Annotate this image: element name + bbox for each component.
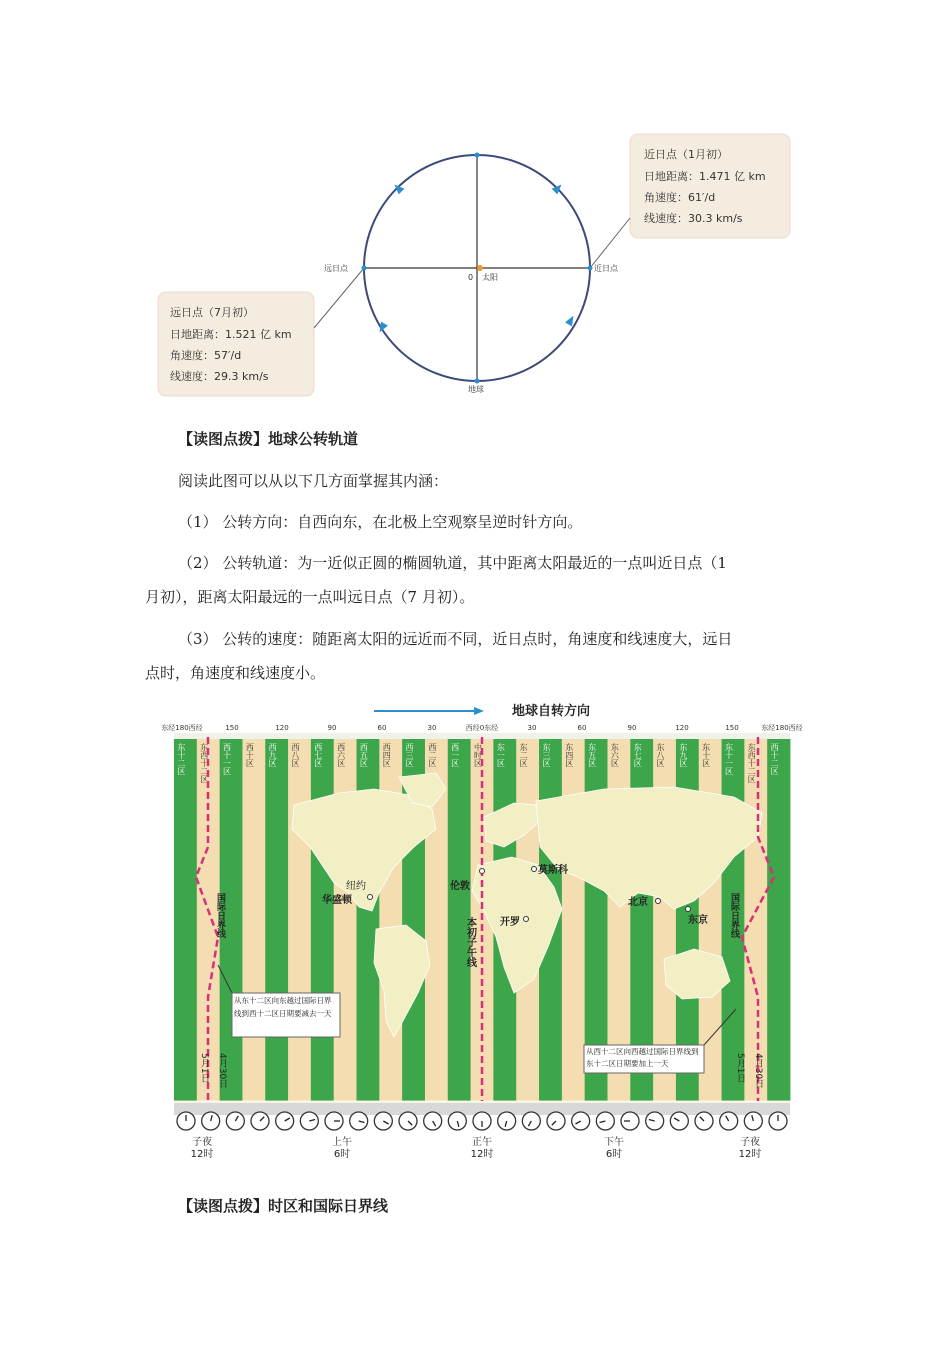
zone-stripe [265,739,288,1101]
perihelion-linear: 线速度：30.3 km/s [644,212,743,225]
aphelion-point [362,266,367,271]
section1-p3-line1: （3） 公转的速度：随距离太阳的远近而不同，近日点时，角速度和线速度大，远日 [178,630,733,648]
idl-label-left: 国际日界线 [215,893,225,938]
city-london: 伦敦 [450,881,470,892]
perihelion-label: 近日点 [594,264,618,273]
zone-header: 东十区 [701,743,711,767]
cairo-dot [524,917,529,922]
zone-header: 东西十二区 [747,743,757,783]
zone-header: 东十一区 [724,743,734,775]
earth-label: 地球 [468,385,484,394]
sun-label: 太阳 [482,273,498,282]
zone-stripe [744,739,767,1101]
zone-header: 西三区 [405,743,415,767]
longitude-label: 东经180西经 [761,724,803,732]
idl-label-right: 国际日界线 [729,893,739,938]
zone-stripe [174,739,197,1101]
date-may1-left: 5月1日 [199,1053,209,1083]
rotation-arrow-head [474,707,484,715]
clock-label: 上午 [332,1137,352,1148]
longitude-label: 150 [725,724,739,732]
clock-face [276,1112,294,1130]
orbit-diagram [150,128,810,400]
longitude-label: 30 [527,724,537,732]
sun-point [477,265,483,271]
zone-header: 东十二区 [176,743,186,775]
longitude-labels [161,723,802,732]
longitude-label: 120 [675,724,689,732]
perihelion-angular: 角速度：61′/d [644,191,716,204]
clock-face [226,1112,244,1130]
city-cairo: 开罗 [500,917,520,928]
city-moscow: 莫斯科 [538,865,568,876]
aphelion-leader [314,268,364,328]
zone-header: 东六区 [610,743,620,767]
clock-label: 12时 [738,1149,762,1160]
zone-header: 东五区 [587,743,597,767]
aphelion-label: 远日点 [324,264,348,273]
section1-intro: 阅读此图可以从以下几方面掌握其内涵： [178,472,449,490]
note-right-text: 从西十二区向西越过国际日界线到东十二区日期要加上一天 [586,1047,699,1068]
zone-header: 西九区 [268,743,278,767]
clock-face [670,1112,688,1130]
perihelion-distance: 日地距离：1.471 亿 km [644,170,766,183]
clock-face [300,1112,318,1130]
zone-header: 东一区 [496,743,506,767]
city-tokyo: 东京 [688,915,708,926]
zone-stripe [242,739,265,1101]
moscow-dot [532,867,537,872]
clock-face [596,1112,614,1130]
prime-meridian-label: 本初子午线 [464,917,476,967]
date-apr30-right: 4月30日 [753,1053,763,1089]
zone-header: 西七区 [313,743,323,767]
clock-labels [191,1135,762,1160]
rotation-title: 地球自转方向 [512,704,591,719]
section2-heading: 【读图点拨】时区和国际日界线 [178,1197,389,1215]
clock-label: 6时 [605,1149,623,1160]
city-washington: 华盛顿 [322,895,352,906]
longitude-label: 150 [225,724,239,732]
longitude-label: 60 [377,724,387,732]
clock-label: 12时 [190,1149,214,1160]
aphelion-angular: 角速度：57′/d [170,349,242,362]
clock-label: 子夜 [740,1137,760,1148]
longitude-label: 90 [627,724,637,732]
clock-label: 6时 [333,1149,351,1160]
section1-p2-line2: 月初），距离太阳最远的一点叫远日点（7 月初）。 [145,588,475,606]
aphelion-distance: 日地距离：1.521 亿 km [170,328,292,341]
longitude-label: 90 [327,724,337,732]
clock-label: 子夜 [192,1137,212,1148]
zone-header: 中时区 [473,743,483,767]
section1-p2-line1: （2） 公转轨道：为一近似正圆的椭圆轨道，其中距离太阳最近的一点叫近日点（1 [178,554,727,572]
zone-header: 西六区 [336,743,346,767]
longitude-label: 120 [275,724,289,732]
clock-label: 正午 [472,1137,492,1148]
earth-point [475,379,480,384]
aphelion-title: 远日点（7月初） [170,306,254,319]
perihelion-leader [590,218,630,268]
longitude-label: 30 [427,724,437,732]
zone-header: 西八区 [290,743,300,767]
tokyo-dot [686,907,691,912]
aphelion-linear: 线速度：29.3 km/s [170,370,269,383]
perihelion-point [588,266,593,271]
zone-header: 西五区 [359,743,369,767]
city-beijing: 北京 [628,897,648,908]
london-dot [480,869,485,874]
longitude-label: 60 [577,724,587,732]
longitude-label: 西经0东经 [465,724,499,732]
date-may1-right: 5月1日 [735,1053,745,1083]
city-newyork: 纽约 [346,881,366,892]
note-left-text: 从东十二区向东越过国际日界线到西十二区日期要减去一天 [234,996,332,1018]
date-apr30-left: 4月30日 [217,1053,227,1089]
zone-header: 西十区 [245,743,255,767]
zone-header: 西四区 [382,743,392,767]
zone-header: 西一区 [450,743,460,767]
section1-p1: （1） 公转方向：自西向东，在北极上空观察呈逆时针方向。 [178,513,583,531]
washington-dot [368,895,373,900]
beijing-dot [656,899,661,904]
zone-stripe [288,739,311,1101]
zone-header: 西二区 [427,743,437,767]
zone-header: 西十一区 [222,743,232,775]
zone-stripe [311,739,334,1101]
zone-header: 东九区 [678,743,688,767]
zone-header: 东三区 [541,743,551,767]
clock-label: 12时 [470,1149,494,1160]
zone-header: 东西十二区 [199,743,209,783]
clock-face [374,1112,392,1130]
clock-label: 下午 [604,1137,624,1148]
section1-p3-line2: 点时，角速度和线速度小。 [145,664,326,682]
zone-header: 东七区 [633,743,643,767]
clock-face [522,1112,540,1130]
center-label: 0 [468,273,474,282]
section1-heading: 【读图点拨】地球公转轨道 [178,430,359,448]
zone-header: 东八区 [656,743,666,767]
perihelion-title: 近日点（1月初） [644,148,728,161]
longitude-label: 东经180西经 [161,724,203,732]
zone-stripe [767,739,790,1101]
orbit-top-point [475,153,480,158]
zone-header: 西十二区 [770,743,780,775]
zone-header: 东二区 [519,743,529,767]
timezone-map [161,697,803,1167]
zone-header: 东四区 [564,743,574,767]
